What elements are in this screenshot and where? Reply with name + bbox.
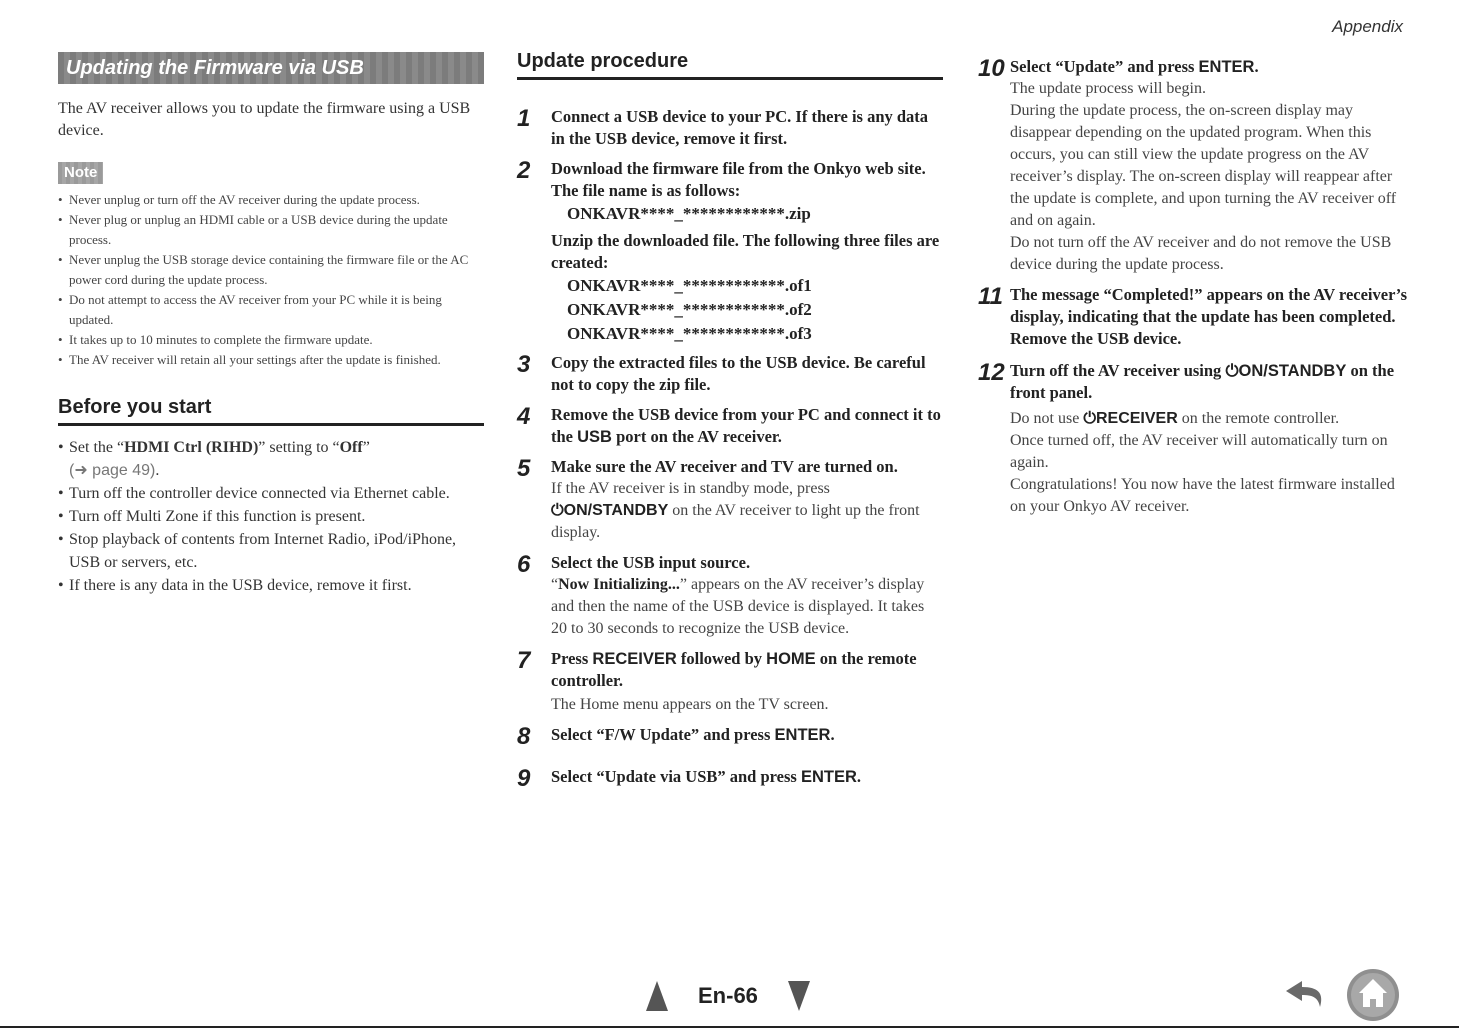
step-number: 5 [517, 455, 531, 482]
step-number: 7 [517, 647, 531, 674]
step-title [551, 404, 943, 448]
note-item: • The AV receiver will retain all your settings after the update is finished. [58, 350, 484, 370]
step-title: Download the firmware file from the Onkyo web site. The file name is as follows: [551, 159, 926, 200]
step-5 [517, 456, 943, 544]
step-body: Once turned off, the AV receiver will automatically turn on again. [1010, 432, 1388, 471]
prereq-item: • If there is any data in the USB device, remove it first. [58, 574, 484, 597]
step-number: 1 [517, 105, 531, 132]
home-icon [1343, 967, 1403, 1023]
step-body [551, 478, 943, 544]
bottom-rule [0, 1026, 1459, 1028]
step-number: 9 [517, 765, 531, 792]
prereq-list [58, 436, 484, 597]
step-number: 12 [978, 359, 1005, 386]
step-text: . [1254, 57, 1259, 76]
step-title [551, 648, 943, 692]
step-title: Connect a USB device to your PC. If there is any data in the USB device, remove it first. [551, 107, 929, 148]
step-title [551, 766, 943, 788]
step-text: If the AV receiver is in standby mode, press [551, 480, 830, 497]
step-title: Select the USB input source. [551, 553, 751, 572]
step-1 [517, 106, 943, 150]
step-title: Copy the extracted files to the USB device. Be careful not to copy the zip file. [551, 353, 926, 394]
step-text: on the remote controller. [551, 649, 917, 690]
prereq-text: . [155, 462, 160, 479]
enter-button-label: ENTER [800, 768, 857, 786]
step-text: on the AV receiver to light up the front display. [551, 502, 920, 541]
triangle-down-icon [788, 981, 810, 1011]
step-text: on the front panel. [1010, 361, 1395, 402]
note-item: • It takes up to 10 minutes to complete the firmware update. [58, 330, 484, 350]
step-body [1010, 408, 1408, 430]
prereq-text: Set the “ [69, 439, 125, 456]
step-text: Do not use [1010, 410, 1084, 427]
step-11 [978, 284, 1408, 350]
note-item: • Never unplug or turn off the AV receiver during the update process. [58, 190, 484, 210]
note-item: • Do not attempt to access the AV receiver from your PC while it is being updated. [58, 290, 484, 330]
procedure-column [517, 50, 943, 792]
prereq-item: • Stop playback of contents from Internet Radio, iPod/iPhone, USB or servers, etc. [58, 528, 484, 574]
step-text: Select “Update” and press [1010, 57, 1199, 76]
next-page-button[interactable] [788, 981, 810, 1016]
step-4 [517, 404, 943, 448]
step-12 [978, 360, 1408, 518]
back-button[interactable] [1282, 977, 1330, 1016]
status-message: Now Initializing... [558, 576, 680, 593]
note-badge: Note [58, 162, 103, 184]
step-text: port on the AV receiver. [611, 427, 782, 446]
step-body [551, 574, 943, 640]
enter-button-label: ENTER [1198, 58, 1255, 76]
previous-page-button[interactable] [646, 981, 668, 1016]
home-button[interactable] [1343, 967, 1403, 1028]
step-2 [517, 158, 943, 346]
step-number: 4 [517, 403, 531, 430]
on-standby-label: ⏻ON/STANDBY [551, 502, 669, 519]
enter-button-label: ENTER [774, 726, 831, 744]
triangle-up-icon [646, 981, 668, 1011]
receiver-button-label: RECEIVER [592, 650, 677, 668]
of1-file-name: ONKAVR****_************.of1 [567, 276, 812, 295]
step-text: on the remote controller. [1177, 410, 1340, 427]
step-number: 6 [517, 551, 531, 578]
back-arrow-icon [1282, 977, 1330, 1011]
step-text: followed by [676, 649, 767, 668]
note-item: • Never plug or unplug an HDMI cable or a USB device during the update process. [58, 210, 484, 250]
prereq-item: • Turn off the controller device connected via Ethernet cable. [58, 482, 484, 505]
usb-port-label: USB [577, 428, 612, 446]
step-number: 2 [517, 157, 531, 184]
step-text: ” appears on the AV receiver’s display and then the name of the USB device is displayed. It takes 20 to 30 seconds to recognize the USB device. [551, 576, 925, 637]
setting-name: HDMI Ctrl (RIHD) [124, 439, 259, 456]
step-body: The update process will begin. [1010, 80, 1206, 97]
unzip-instruction: Unzip the downloaded file. The following three files are created: [551, 231, 940, 272]
update-procedure-heading: Update procedure [517, 50, 943, 80]
step-title [1010, 56, 1408, 78]
zip-file-name: ONKAVR****_************.zip [567, 204, 811, 223]
procedure-column-continued [978, 56, 1408, 518]
step-text: Press [551, 649, 593, 668]
footer [0, 975, 1459, 1015]
step-title [1010, 360, 1408, 404]
step-text: . [856, 767, 862, 786]
step-body: Do not turn off the AV receiver and do not remove the USB device during the update process. [1010, 234, 1392, 273]
before-you-start-heading: Before you start [58, 396, 484, 426]
prereq-text: ” [362, 439, 370, 456]
notes-list [58, 190, 484, 370]
step-number: 3 [517, 351, 531, 378]
step-title [551, 724, 943, 746]
step-body: During the update process, the on-screen display may disappear depending on the updated program. When this occurs, you can still view the update progress on the AV receiver’s display. The on-screen display will reappear after the update is complete, and upon turning the AV receiver off and on again. [1010, 102, 1397, 229]
step-number: 10 [978, 55, 1005, 82]
step-number: 11 [978, 283, 1003, 310]
of2-file-name: ONKAVR****_************.of2 [567, 300, 812, 319]
step-title: Remove the USB device. [1010, 329, 1182, 348]
step-text: “ [551, 576, 559, 593]
step-title: The message “Completed!” appears on the AV receiver’s display, indicating that the update has been completed. [1010, 285, 1408, 326]
step-9 [517, 765, 943, 792]
step-body: Congratulations! You now have the latest firmware installed on your Onkyo AV receiver. [1010, 476, 1395, 515]
note-item: • Never unplug the USB storage device containing the firmware file or the AC power cord during the update process. [58, 250, 484, 290]
step-6 [517, 552, 943, 640]
step-number: 8 [517, 723, 531, 750]
intro-text: The AV receiver allows you to update the firmware using a USB device. [58, 100, 471, 139]
receiver-button-label: ⏻RECEIVER [1083, 410, 1178, 427]
left-column [58, 50, 484, 597]
prereq-text: ” setting to “ [258, 439, 340, 456]
on-standby-label: ⏻ON/STANDBY [1225, 362, 1347, 380]
page-reference-link[interactable]: (➜ page 49) [69, 462, 156, 479]
step-title: Make sure the AV receiver and TV are turned on. [551, 457, 898, 476]
step-body: The Home menu appears on the TV screen. [551, 696, 829, 713]
step-10 [978, 56, 1408, 276]
prereq-item [58, 436, 484, 482]
home-button-label: HOME [766, 650, 816, 668]
step-3 [517, 352, 943, 396]
prereq-item: • Turn off Multi Zone if this function is present. [58, 505, 484, 528]
step-text: Turn off the AV receiver using [1010, 361, 1226, 380]
step-text: Select “F/W Update” and press [551, 725, 775, 744]
setting-value: Off [339, 439, 363, 456]
of3-file-name: ONKAVR****_************.of3 [567, 324, 812, 343]
step-8 [517, 723, 943, 750]
page-title: Updating the Firmware via USB [58, 52, 484, 84]
step-text: Select “Update via USB” and press [551, 767, 801, 786]
step-7 [517, 648, 943, 716]
section-label: Appendix [1332, 17, 1403, 36]
step-text: Remove the USB device from your PC and connect it to the [551, 405, 941, 446]
page-number: En-66 [698, 983, 758, 1008]
step-text: . [830, 725, 835, 744]
